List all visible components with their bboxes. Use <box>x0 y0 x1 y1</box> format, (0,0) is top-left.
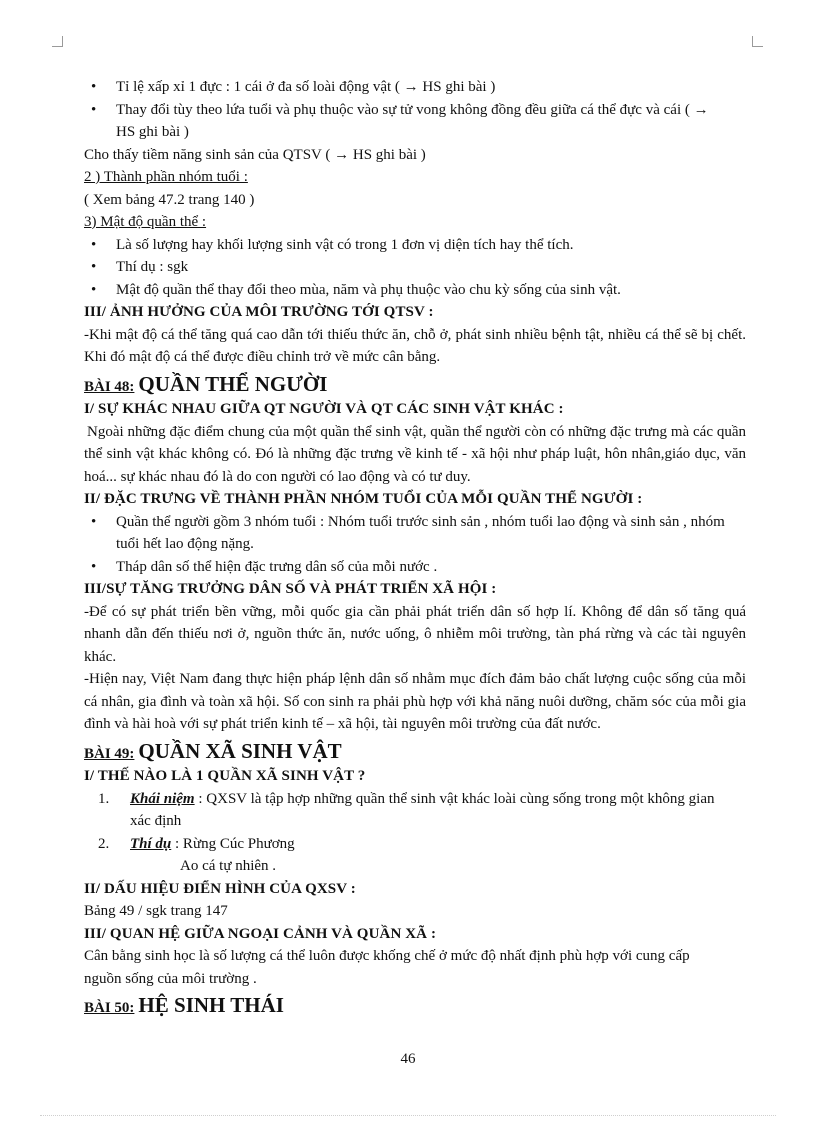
section-heading: III/ ẢNH HƯỞNG CỦA MÔI TRƯỜNG TỚI QTSV : <box>84 304 434 320</box>
page-number: 46 <box>400 1051 416 1067</box>
list-item-example <box>84 833 746 856</box>
paragraph: Bảng 49 / sgk trang 147 <box>84 903 228 919</box>
list-item: • Mật độ quần thể thay đổi theo mùa, năm và phụ thuộc vào chu kỳ sống của sinh vật. <box>84 279 746 302</box>
term-text: : QXSV là tập hợp những quần thể sinh vật khác loài cùng sống trong một không gian xác định <box>130 790 715 829</box>
lesson-heading-49 <box>84 740 746 766</box>
list-item: • Là số lượng hay khối lượng sinh vật có trong 1 đơn vị diện tích hay thể tích. <box>84 234 746 257</box>
subheading-density: 3) Mật độ quần thể : <box>84 214 207 230</box>
lesson-title: QUẦN XÃ SINH VẬT <box>138 738 342 763</box>
list-number: 1. <box>98 790 110 807</box>
list-item: • Thay đổi tùy theo lứa tuổi và phụ thuộc vào sự tử vong không đồng đều giữa cá thể đực và cái ( → HS ghi bài ) <box>84 99 746 144</box>
lesson-number: BÀI 49: <box>84 745 135 762</box>
section-heading: I/ THẾ NÀO LÀ 1 QUẦN XÃ SINH VẬT ? <box>84 768 366 784</box>
section-heading: II/ DẤU HIỆU ĐIỂN HÌNH CỦA QXSV : <box>84 880 356 897</box>
list-item: • Quần thể người gồm 3 nhóm tuổi : Nhóm tuổi trước sinh sản , nhóm tuổi lao động và sinh sản , nhóm tuổi hết lao động nặng. <box>84 511 746 556</box>
subheading-age-groups: 2 ) Thành phần nhóm tuổi : <box>84 169 248 185</box>
crop-mark-top-right <box>752 36 763 47</box>
section-heading: III/SỰ TĂNG TRƯỞNG DÂN SỐ VÀ PHÁT TRIỂN XÃ HỘI : <box>84 581 497 597</box>
lesson-number: BÀI 50: <box>84 1000 135 1016</box>
lesson-title: HỆ SINH THÁI <box>138 993 284 1017</box>
lesson-heading-48 <box>84 373 746 399</box>
paragraph: ( Xem bảng 47.2 trang 140 ) <box>84 191 255 208</box>
paragraph: -Để có sự phát triển bền vững, mỗi quốc gia cần phải phát triển dân số hợp lí. Không để dân số tăng quá nhanh dẫn đến thiếu nơi ở, nguồn thức ăn, nước uống, ô nhiễm môi trường, tàn phá rừng và các tài nguyên khác. <box>84 603 746 665</box>
paragraph: Cân bằng sinh học là số lượng cá thể luôn được khống chế ở mức độ nhất định phù hợp với cung cấp nguồn sống của môi trường . <box>84 948 690 987</box>
lesson-number: BÀI 48: <box>84 378 135 395</box>
section-heading: I/ SỰ KHÁC NHAU GIỮA QT NGƯỜI VÀ QT CÁC SINH VẬT KHÁC : <box>84 401 564 417</box>
paragraph: -Hiện nay, Việt Nam đang thực hiện pháp lệnh dân số nhằm mục đích đảm bảo chất lượng cuộc sống của mỗi cá nhân, gia đình và toàn xã hội. Số con sinh ra phải phù hợp với khả năng nuôi dưỡng, chăm sóc của mỗi gia đình và hài hoà với sự phát triển kinh tế – xã hội, tài nguyên môi trường của đất nước. <box>84 671 746 732</box>
list-item: • Tháp dân số thể hiện đặc trưng dân số của mỗi nước . <box>84 556 746 579</box>
section-heading: II/ ĐẶC TRƯNG VỀ THÀNH PHẦN NHÓM TUỔI CỦA MỖI QUẦN THỂ NGƯỜI : <box>84 491 643 507</box>
page-content <box>84 76 746 1020</box>
section-heading: III/ QUAN HỆ GIỮA NGOẠI CẢNH VÀ QUẦN XÃ : <box>84 925 437 942</box>
list-item-definition <box>84 788 746 833</box>
crop-mark-top-left <box>52 36 63 47</box>
bullet-list-sex-ratio <box>84 76 746 144</box>
term-label: Thí dụ <box>130 835 172 852</box>
bullet-list-density <box>84 234 746 302</box>
list-item: • Thí dụ : sgk <box>84 256 746 279</box>
lesson-title: QUẦN THỂ NGƯỜI <box>138 371 328 396</box>
numbered-list <box>84 788 746 856</box>
term-label: Khái niệm <box>130 790 195 807</box>
footer-divider <box>40 1115 776 1116</box>
lesson-heading-50 <box>84 994 746 1020</box>
paragraph: -Khi mật độ cá thể tăng quá cao dẫn tới thiếu thức ăn, chỗ ở, phát sinh nhiều bệnh tật, nhiều cá thể sẽ bị chết. Khi đó mật độ cá thể được điều chỉnh trở về mức cân bằng. <box>84 326 746 365</box>
example-continued: Ao cá tự nhiên . <box>180 858 277 874</box>
term-text: : Rừng Cúc Phương <box>171 835 295 852</box>
list-item: • Tỉ lệ xấp xỉ 1 đực : 1 cái ở đa số loài động vật ( → HS ghi bài ) <box>84 76 746 99</box>
bullet-list-age-groups <box>84 511 746 579</box>
list-number: 2. <box>98 835 110 852</box>
paragraph: Ngoài những đặc điểm chung của một quần thể sinh vật, quần thể người còn có những đặc trưng mà các quần thể sinh vật khác không có. Đó là những đặc trưng về kinh tế - xã hội như pháp luật, hôn nhân,giáo dục, văn hoá... sự khác nhau đó là do con người có lao động và có tư duy. <box>84 423 746 485</box>
paragraph: Cho thấy tiềm năng sinh sản của QTSV ( → HS ghi bài ) <box>84 146 426 163</box>
